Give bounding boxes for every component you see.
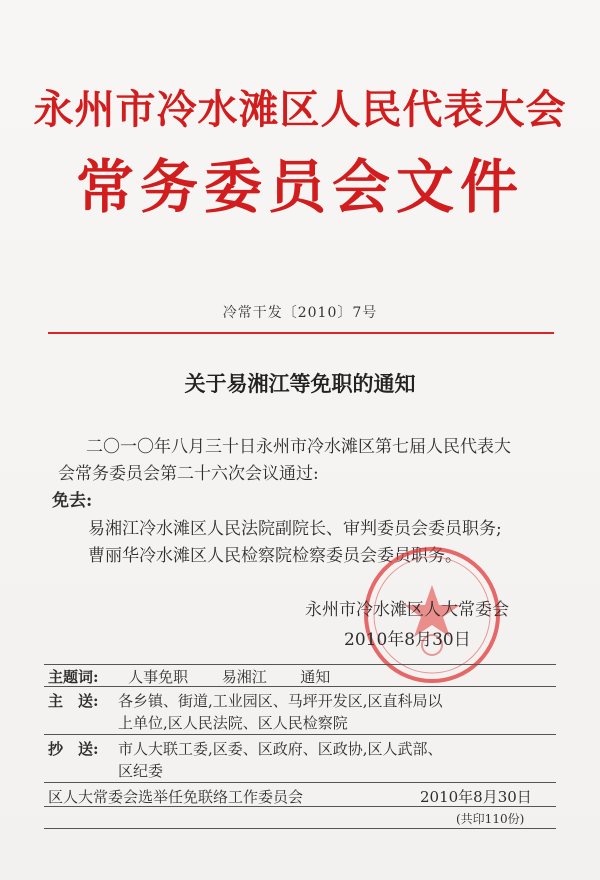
subject-words-row xyxy=(48,666,330,687)
main-recipients-line1: 各乡镇、街道,工业园区、马坪开发区,区直科局以 xyxy=(118,692,443,710)
print-count: (共印110份) xyxy=(456,812,525,826)
cc-recipients-label: 抄 送: xyxy=(48,740,99,758)
footer-rule xyxy=(44,806,556,807)
subject-word: 易湘江 xyxy=(221,668,267,686)
subject-word: 人事免职 xyxy=(128,668,189,686)
main-recipients-label: 主 送: xyxy=(48,692,99,710)
issuing-organization-line1: 永州市冷水滩区人民代表大会 xyxy=(33,86,567,133)
issuing-office: 区人大常委会选举任免联络工作委员会 xyxy=(48,788,304,806)
signing-authority: 永州市冷水滩区人大常委会 xyxy=(305,600,509,620)
main-recipients-line2: 上单位,区人民法院、区人民检察院 xyxy=(118,714,348,732)
cc-recipients-line2: 区纪委 xyxy=(118,762,164,780)
dismissal-item-2: 曹丽华冷水滩区人民检察院检察委员会委员职务。 xyxy=(88,546,462,566)
issue-date: 2010年8月30日 xyxy=(420,788,532,806)
footer-rule xyxy=(44,734,556,735)
footer-rule-top xyxy=(44,664,556,665)
notice-title: 关于易湘江等免职的通知 xyxy=(184,371,416,396)
red-divider-line xyxy=(48,332,554,334)
dismissal-item-1: 易湘江冷水滩区人民法院副院长、审判委员会委员职务; xyxy=(88,519,502,539)
body-line-1: 二〇一〇年八月三十日永州市冷水滩区第七届人民代表大 xyxy=(86,437,511,457)
footer-rule xyxy=(44,782,556,783)
signing-date: 2010年8月30日 xyxy=(344,630,471,650)
subject-label: 主题词: xyxy=(48,668,99,686)
cc-recipients-line1: 市人大联工委,区委、区政府、区政协,区人武部、 xyxy=(118,740,443,758)
subject-word: 通知 xyxy=(300,668,331,686)
footer-rule-bottom xyxy=(44,828,556,829)
body-line-2: 会常务委员会第二十六次会议通过: xyxy=(58,464,319,484)
dismiss-label: 免去: xyxy=(52,491,93,511)
footer-rule xyxy=(44,686,556,687)
issuing-organization-line2: 常务委员会文件 xyxy=(75,153,524,221)
document-number: 冷常干发〔2010〕7号 xyxy=(222,305,378,321)
